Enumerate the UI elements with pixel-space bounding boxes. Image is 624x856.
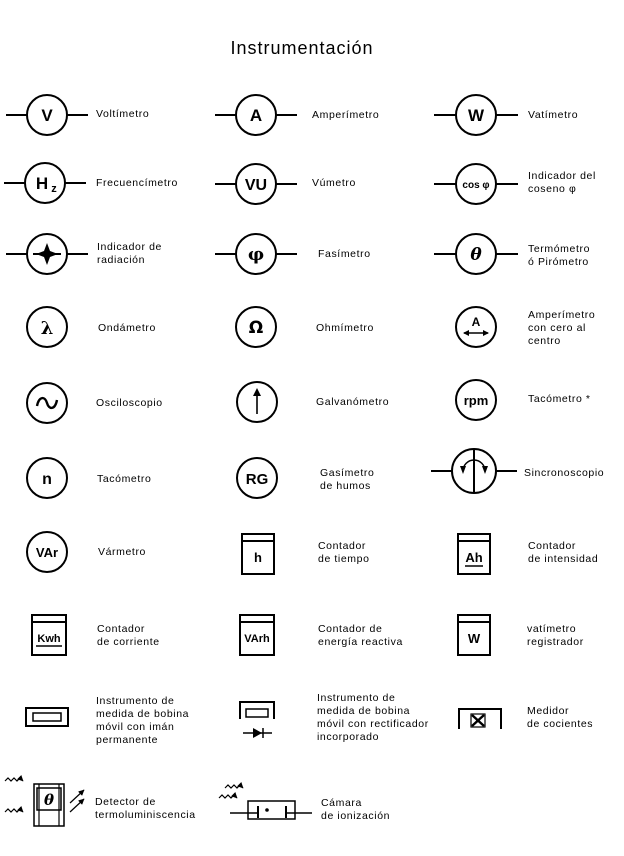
label-vatimetro: Vatímetro [528,109,579,121]
label-frecuencimetro: Frecuencímetro [96,177,178,189]
current-counter-icon [458,534,490,574]
label-voltimetro: Voltímetro [96,108,150,120]
var-glyph: VAr [35,545,59,560]
label-termometro: Termómetro ó Pirómetro [528,243,591,268]
label-thermoluminescence-detector: Detector de termoluminiscencia [95,796,196,821]
label-recording-wattmeter: vatímetro registrador [527,623,584,648]
label-ratio-meter: Medidor de cocientes [527,705,594,730]
label-sincronoscopio: Sincronoscopio [524,467,605,479]
label-tachometer-rpm: Tacómetro * [528,393,591,405]
ohmmeter-icon [236,307,276,347]
label-osciloscopio: Osciloscopio [96,397,163,409]
label-amperimetro: Amperímetro [312,109,380,121]
ammeter-glyph: A [249,106,263,125]
label-varmetro: Vármetro [98,546,146,558]
vu-meter-icon [215,164,297,204]
label-moving-coil-magnet: Instrumento de medida de bobina móvil con imán permanente [96,695,190,746]
label-vumetro: Vúmetro [312,177,356,189]
w-register-glyph: W [467,631,481,646]
thermometer-icon [434,234,518,274]
label-center-zero-ammeter: Amperímetro con cero al centro [528,309,596,347]
galvanometer-icon [237,382,277,422]
label-moving-coil-rectifier: Instrumento de medida de bobina móvil con rectificador incorporado [317,692,429,743]
oscilloscope-icon [27,383,67,423]
label-ionization-chamber: Cámara de ionización [321,797,391,822]
phi-glyph: φ [247,244,265,265]
n-glyph: n [42,471,52,488]
power-factor-icon [434,164,518,204]
label-reactive-energy-counter: Contador de energía reactiva [318,623,403,648]
phase-meter-icon [215,234,297,274]
omega-glyph: Ω [248,318,264,338]
theta-detector-glyph: θ [43,791,55,809]
center-zero-glyph: A [471,315,481,329]
label-tacometro: Tacómetro [97,473,152,485]
ratio-meter-icon [459,709,501,729]
label-ondametro: Ondámetro [98,322,156,334]
frequency-meter-icon [4,163,86,203]
varh-glyph: VArh [244,633,270,645]
hz-glyph-main: H [35,174,49,193]
wattmeter-glyph: W [467,106,485,125]
vu-glyph: VU [244,177,268,194]
label-current-counter: Contador de intensidad [528,540,599,565]
wattmeter-icon [434,95,518,135]
rg-glyph: RG [245,471,269,488]
reactive-energy-counter-icon [240,615,274,655]
label-energy-counter: Contador de corriente [97,623,160,648]
varmeter-icon [27,532,67,572]
h-glyph: h [254,550,262,565]
moving-coil-magnet-icon [26,708,68,726]
hz-glyph-sub: z [51,183,57,195]
flue-gas-meter-icon [237,458,277,498]
label-power-factor: Indicador del coseno φ [528,170,596,195]
energy-counter-icon [32,615,66,655]
label-galvanometro: Galvanómetro [316,396,390,408]
rpm-glyph: rpm [463,393,489,408]
ionization-chamber-icon [219,785,312,819]
cos-phi-glyph: cos φ [462,180,490,191]
kwh-glyph: Kwh [37,633,61,645]
label-radiation-indicator: Indicador de radiación [97,241,162,266]
voltmeter-icon [6,95,88,135]
ammeter-icon [215,95,297,135]
lambda-glyph: λ [40,318,54,339]
label-fasimetro: Fasímetro [318,248,371,260]
wavemeter-icon [27,307,67,347]
voltmeter-glyph: V [41,106,53,125]
tachometer-rpm-icon [456,380,496,420]
synchroscope-icon [431,449,517,493]
ah-glyph: Ah [465,550,483,565]
moving-coil-rectifier-icon [240,702,274,738]
recording-wattmeter-icon [458,615,490,655]
page-title: Instrumentación [230,38,374,58]
radiation-indicator-icon [6,234,88,274]
theta-glyph: θ [470,245,482,265]
tachometer-icon [27,458,67,498]
label-gasimetro: Gasímetro de humos [320,467,375,492]
time-counter-icon [242,534,274,574]
label-time-counter: Contador de tiempo [318,540,370,565]
center-zero-ammeter-icon [456,307,496,347]
label-ohmimetro: Ohmímetro [316,322,374,334]
thermoluminescence-detector-icon [5,778,84,826]
